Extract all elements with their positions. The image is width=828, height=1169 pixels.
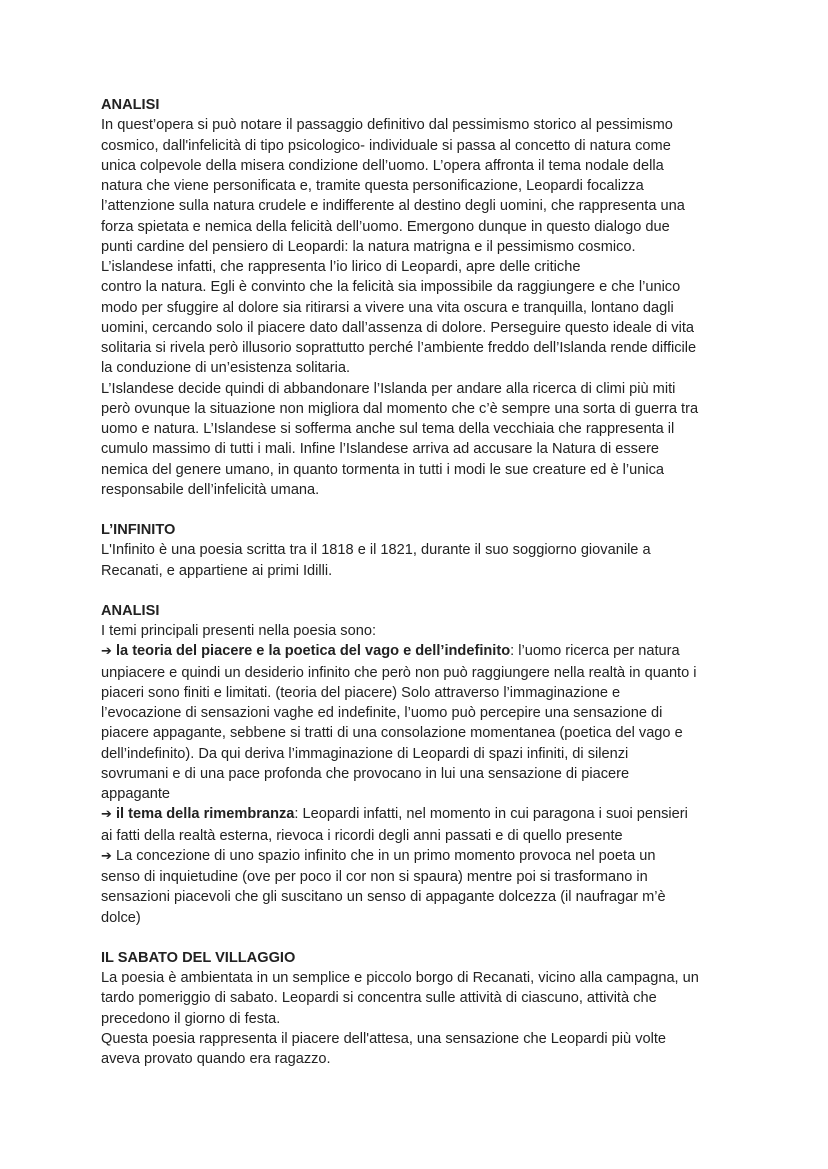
text-line: aveva provato quando era ragazzo. — [101, 1051, 331, 1067]
text-line: unpiacere e quindi un desiderio infinito che però non può raggiungere nella realtà in quanto i — [101, 664, 697, 681]
section-body — [101, 540, 741, 581]
arrow-right-icon: ➔ — [101, 644, 112, 660]
section-spacer — [101, 581, 741, 601]
arrow-right-icon: ➔ — [101, 807, 112, 823]
text-line: dell’indefinito). Da qui deriva l’immaginazione di Leopardi di spazi infiniti, di silenzi — [101, 745, 629, 762]
text-line: responsabile dell’infelicità umana. — [101, 481, 320, 498]
text-line: senso di inquietudine (ove per poco il cor non si spaura) mentre poi si trasformano in — [101, 869, 648, 885]
text-line: l’attenzione sulla natura crudele e indifferente al destino degli uomini, che rappresenta una — [101, 198, 685, 215]
arrow-right-icon: ➔ — [101, 848, 112, 864]
bullet-line — [101, 641, 741, 662]
text-line: ai fatti della realtà esterna, rievoca i ricordi degli anni passati e di quello presente — [101, 827, 623, 844]
text-line: modo per sfuggire al dolore sia ritirarsi a vivere una vita oscura e tranquilla, lontano dagli — [101, 299, 674, 316]
text-line: natura che viene personificata e, tramite questa personificazione, Leopardi focalizza — [101, 178, 644, 194]
text-line: Questa poesia rappresenta il piacere dell'attesa, una sensazione che Leopardi più volte — [101, 1030, 667, 1047]
section-body — [101, 968, 741, 1069]
text-line: contro la natura. Egli è convinto che la felicità sia impossibile da raggiungere e che l’unico — [101, 279, 681, 296]
text-line: nemica del genere umano, in quanto tormenta in tutti i modi le sue creature ed è l’unica — [101, 461, 664, 478]
text-line: punti cardine del pensiero di Leopardi: la natura matrigna e il pessimismo cosmico. — [101, 238, 636, 255]
text-line: appagante — [101, 786, 170, 802]
text-line: solitaria si rivela però illusorio soprattutto perché l’ambiente freddo dell’Islanda rende difficile — [101, 340, 697, 356]
text-line: In quest’opera si può notare il passaggio definitivo dal pessimismo storico al pessimismo — [101, 117, 673, 134]
text-line: sensazioni piacevoli che gli suscitano un senso di appagante dolcezza (il naufragar m’è — [101, 889, 666, 906]
bold-phrase: la teoria del piacere e la poetica del vago e dell’indefinito — [115, 643, 511, 660]
text-line: piaceri sono finiti e limitati. (teoria del piacere) Solo attraverso l’immaginazione e — [101, 684, 621, 701]
text-span: : Leopardi infatti, nel momento in cui paragona i suoi pensieri — [294, 806, 688, 823]
text-line: cosmico, dall'infelicità di tipo psicologico- individuale si passa al concetto di natura come — [101, 137, 671, 154]
section-heading: IL SABATO DEL VILLAGGIO — [101, 949, 296, 966]
bold-phrase: il tema della rimembranza — [115, 806, 295, 823]
bullet-line — [101, 846, 741, 867]
text-line: l’evocazione di sensazioni vaghe ed indefinite, l’uomo può percepire una sensazione di — [101, 705, 663, 721]
bullet-line — [101, 804, 741, 825]
text-line: però ovunque la situazione non migliora dal momento che c’è sempre una sorta di guerra tra — [101, 400, 699, 417]
text-line: piacere appagante, sebbene si tratti di una consolazione momentanea (poetica del vago e — [101, 725, 683, 742]
section-spacer — [101, 500, 741, 520]
text-line: L’islandese infatti, che rappresenta l’io lirico di Leopardi, apre delle critiche — [101, 259, 581, 275]
section-spacer — [101, 928, 741, 948]
text-line: cumulo massimo di tutti i mali. Infine l’Islandese arriva ad accusare la Natura di essere — [101, 441, 660, 458]
text-line: I temi principali presenti nella poesia sono: — [101, 623, 377, 639]
text-span: La concezione di uno spazio infinito che in un primo momento provoca nel poeta un — [115, 847, 656, 864]
text-line: tardo pomeriggio di sabato. Leopardi si concentra sulle attività di ciascuno, attività che — [101, 990, 657, 1007]
text-line: L'Infinito è una poesia scritta tra il 1818 e il 1821, durante il suo soggiorno giovanile a — [101, 542, 651, 559]
section-heading: ANALISI — [101, 602, 160, 619]
text-line: forza spietata e nemica della felicità dell’uomo. Emergono dunque in questo dialogo due — [101, 218, 670, 235]
text-line: uomo e natura. L’Islandese si sofferma anche sul tema della vecchiaia che rappresenta il — [101, 421, 675, 437]
text-line: sovrumani e di una pace profonda che provocano in lui una sensazione di piacere — [101, 765, 630, 782]
text-line: la conduzione di un’esistenza solitaria. — [101, 360, 351, 377]
section-heading: ANALISI — [101, 97, 160, 113]
document-page — [101, 95, 741, 1069]
text-line: unica colpevole della misera condizione dell’uomo. L’opera affronta il tema nodale della — [101, 157, 664, 174]
text-span: : l’uomo ricerca per natura — [510, 643, 680, 660]
section-body — [101, 621, 741, 928]
text-line: uomini, cercando solo il piacere dato dall’assenza di dolore. Perseguire questo ideale di vita — [101, 319, 695, 336]
text-line: Recanati, e appartiene ai primi Idilli. — [101, 562, 333, 579]
section-body — [101, 115, 741, 500]
section-heading: L’INFINITO — [101, 522, 176, 538]
text-line: dolce) — [101, 909, 141, 926]
text-line: La poesia è ambientata in un semplice e piccolo borgo di Recanati, vicino alla campagna, un — [101, 970, 699, 986]
text-line: L’Islandese decide quindi di abbandonare l’Islanda per andare alla ricerca di climi più miti — [101, 380, 676, 397]
text-line: precedono il giorno di festa. — [101, 1010, 281, 1027]
